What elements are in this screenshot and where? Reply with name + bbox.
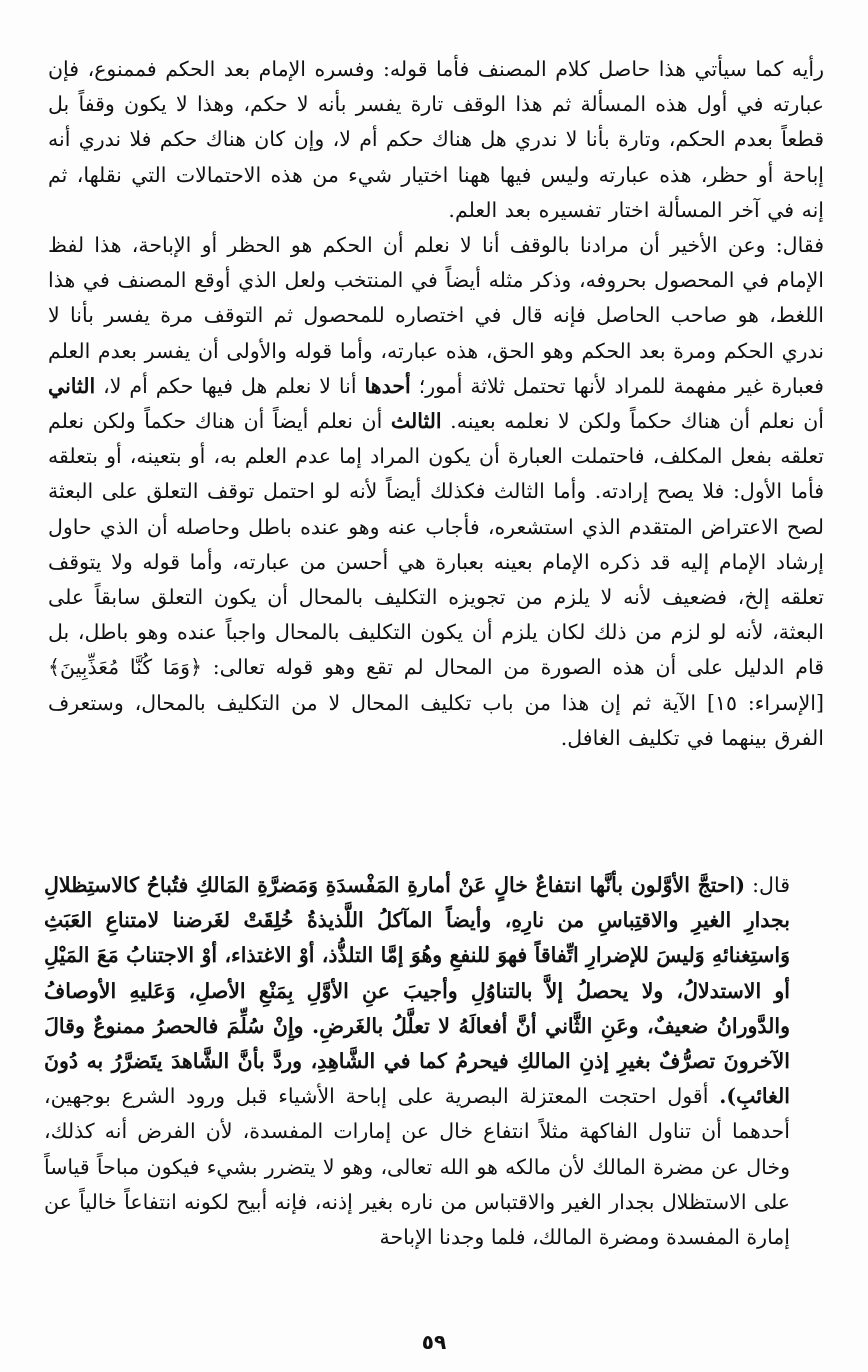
paragraph-2-end: أن نعلم أيضاً أن هناك حكماً ولكن نعلم تعلقه بفعل المكلف، فاحتملت العبارة أن يكون المراد إما عدم العلم به، أو بتعينه، أو بتعلقه فأما الأول: فلا يصح إرادته. وأما الثالث فكذلك أيضاً لأنه لو احتمل توقف التعلق على البعثة لصح الاعتراض المتقدم الذي استشعره، فأجاب عنه وهو عنده باطل وحاصله أن الذي حاول إرشاد الإمام إليه قد ذكره الإمام بعينه بعبارة هي أحسن من عبارته، وأما قوله ولا يتوقف تعلقه إلخ، فضعيف لأنه لا يلزم من تجويزه التكليف بالمحال أن يكون التعلق سابقاً على البعثة، لأنه لو لزم من ذلك لكان يلزم أن يكون التكليف بالمحال واجباً عنده وهو باطل، بل قام الدليل على أن هذه الصورة من المحال لم تقع وهو قوله تعالى: ﴿وَمَا كُنَّا مُعَذِّبِينَ﴾ [الإسراء: ١٥] الآية ثم إن هذا من باب تكليف المحال لا من التكليف بالمحال، وستعرف الفرق بينهما في تكليف الغافل.	[48, 409, 824, 750]
commentary-text: أقول احتجت المعتزلة البصرية على إباحة الأشياء قبل ورود الشرع بوجهين، أحدهما أن تناول الفاكهة مثلاً انتفاع خال عن إمارات المفسدة، لأن الفرض أنه كذلك، وخال عن مضرة المالك لأن مالكه هو الله تعالى، وهو لا يتضرر بشيء فيكون مباحاً قياساً على الاستظلال بجدار الغير والاقتباس من ناره بغير إذنه، فإنه أبيح لكونه انتفاعاً خالياً عن إمارة المفسدة ومضرة المالك، فلما وجدنا الإباحة	[44, 1084, 790, 1250]
first-text: أنا لا نعلم هل فيها حكم أم لا،	[95, 373, 365, 398]
quote-text: (احتجَّ الأوَّلون بأنَّها انتفاعٌ خالٍ عَنْ أمارةِ المَفْسدَةِ وَمَضرَّةِ المَالكِ فتُباحُ كالاستِظلالِ بجدارِ الغيرِ والاقتِباسِ من نارِهِ، وأيضاً المآكلُ اللَّذيذةُ خُلِقَتْ لغَرضنا لامتناعِ العَبَثِ وَاستِغنائهِ وَليسَ للإضرارِ اتِّفاقاً فهوَ للنفعِ وهُوَ إمَّا التلذُّذ، أوْ الاغتذاء، أوْ الاجتنابُ مَعَ المَيْلِ أو الاستدلالُ، ولا يحصلُ إلاَّ بالتناوُلِ وأجيبَ عنِ الأوَّلِ بِمَنْعِ الأصلِ، وَعَليهِ الأوصافُ والدَّورانُ ضعيفٌ، وعَنِ الثَّاني أنَّ أفعالَهُ لا تعلَّلُ بالغَرضِ. وإِنْ سُلِّمَ فالحصرُ ممنوعٌ وقالَ الآخرونَ تصرُّفٌ بغيرِ إذنِ المالكِ فيحرمُ كما في الشَّاهِدِ، وردَّ بأنَّ الشَّاهدَ يتَضرَّرُ به دُونَ الغائبِ).	[44, 873, 790, 1109]
first-label: أحدها	[364, 373, 411, 398]
main-text	[48, 52, 824, 756]
paragraph-2	[48, 228, 824, 756]
quote-intro: قال:	[745, 873, 790, 897]
paragraph-2-start: فقال: وعن الأخير أن مرادنا بالوقف أنا لا نعلم أن الحكم هو الحظر أو الإباحة، هذا لفظ الإمام في المحصول بحروفه، وذكر مثله أيضاً في المنتخب ولعل الذي أوقع المصنف في هذا اللغط، هو صاحب الحاصل فإنه قال في اختصاره للمحصول ثم التوقف مرة يفسر بأنا لا ندري الحكم ومرة بعد الحكم وهو الحق، هذه عبارته، وأما قوله والأولى أن يفسر بعدم العلم فعبارة غير مفهمة للمراد لأنها تحتمل ثلاثة أمور؛	[48, 233, 824, 398]
page-number: ٥٩	[421, 1330, 447, 1354]
quote-paragraph	[44, 868, 824, 1255]
second-text: أن نعلم أن هناك حكماً ولكن لا نعلمه بعينه.	[441, 409, 824, 434]
paragraph-1: رأيه كما سيأتي هذا حاصل كلام المصنف فأما قوله: وفسره الإمام بعد الحكم فممنوع، فإن عبارته في أول هذه المسألة ثم هذا الوقف تارة يفسر بأنه لا حكم، وهذا لا يكون وقفاً بل قطعاً بعدم الحكم، وتارة بأنا لا ندري هل هناك حكم أم لا، وإن كان هناك حكم فلا ندري أنه إباحة أو حظر، هذه عبارته وليس فيها ههنا اختيار شيء من هذه الاحتمالات التي نقلها، ثم إنه في آخر المسألة اختار تفسيره بعد العلم.	[48, 57, 824, 222]
third-label: الثالث	[390, 409, 442, 434]
quoted-section	[44, 868, 824, 1255]
second-label: الثاني	[48, 373, 96, 398]
